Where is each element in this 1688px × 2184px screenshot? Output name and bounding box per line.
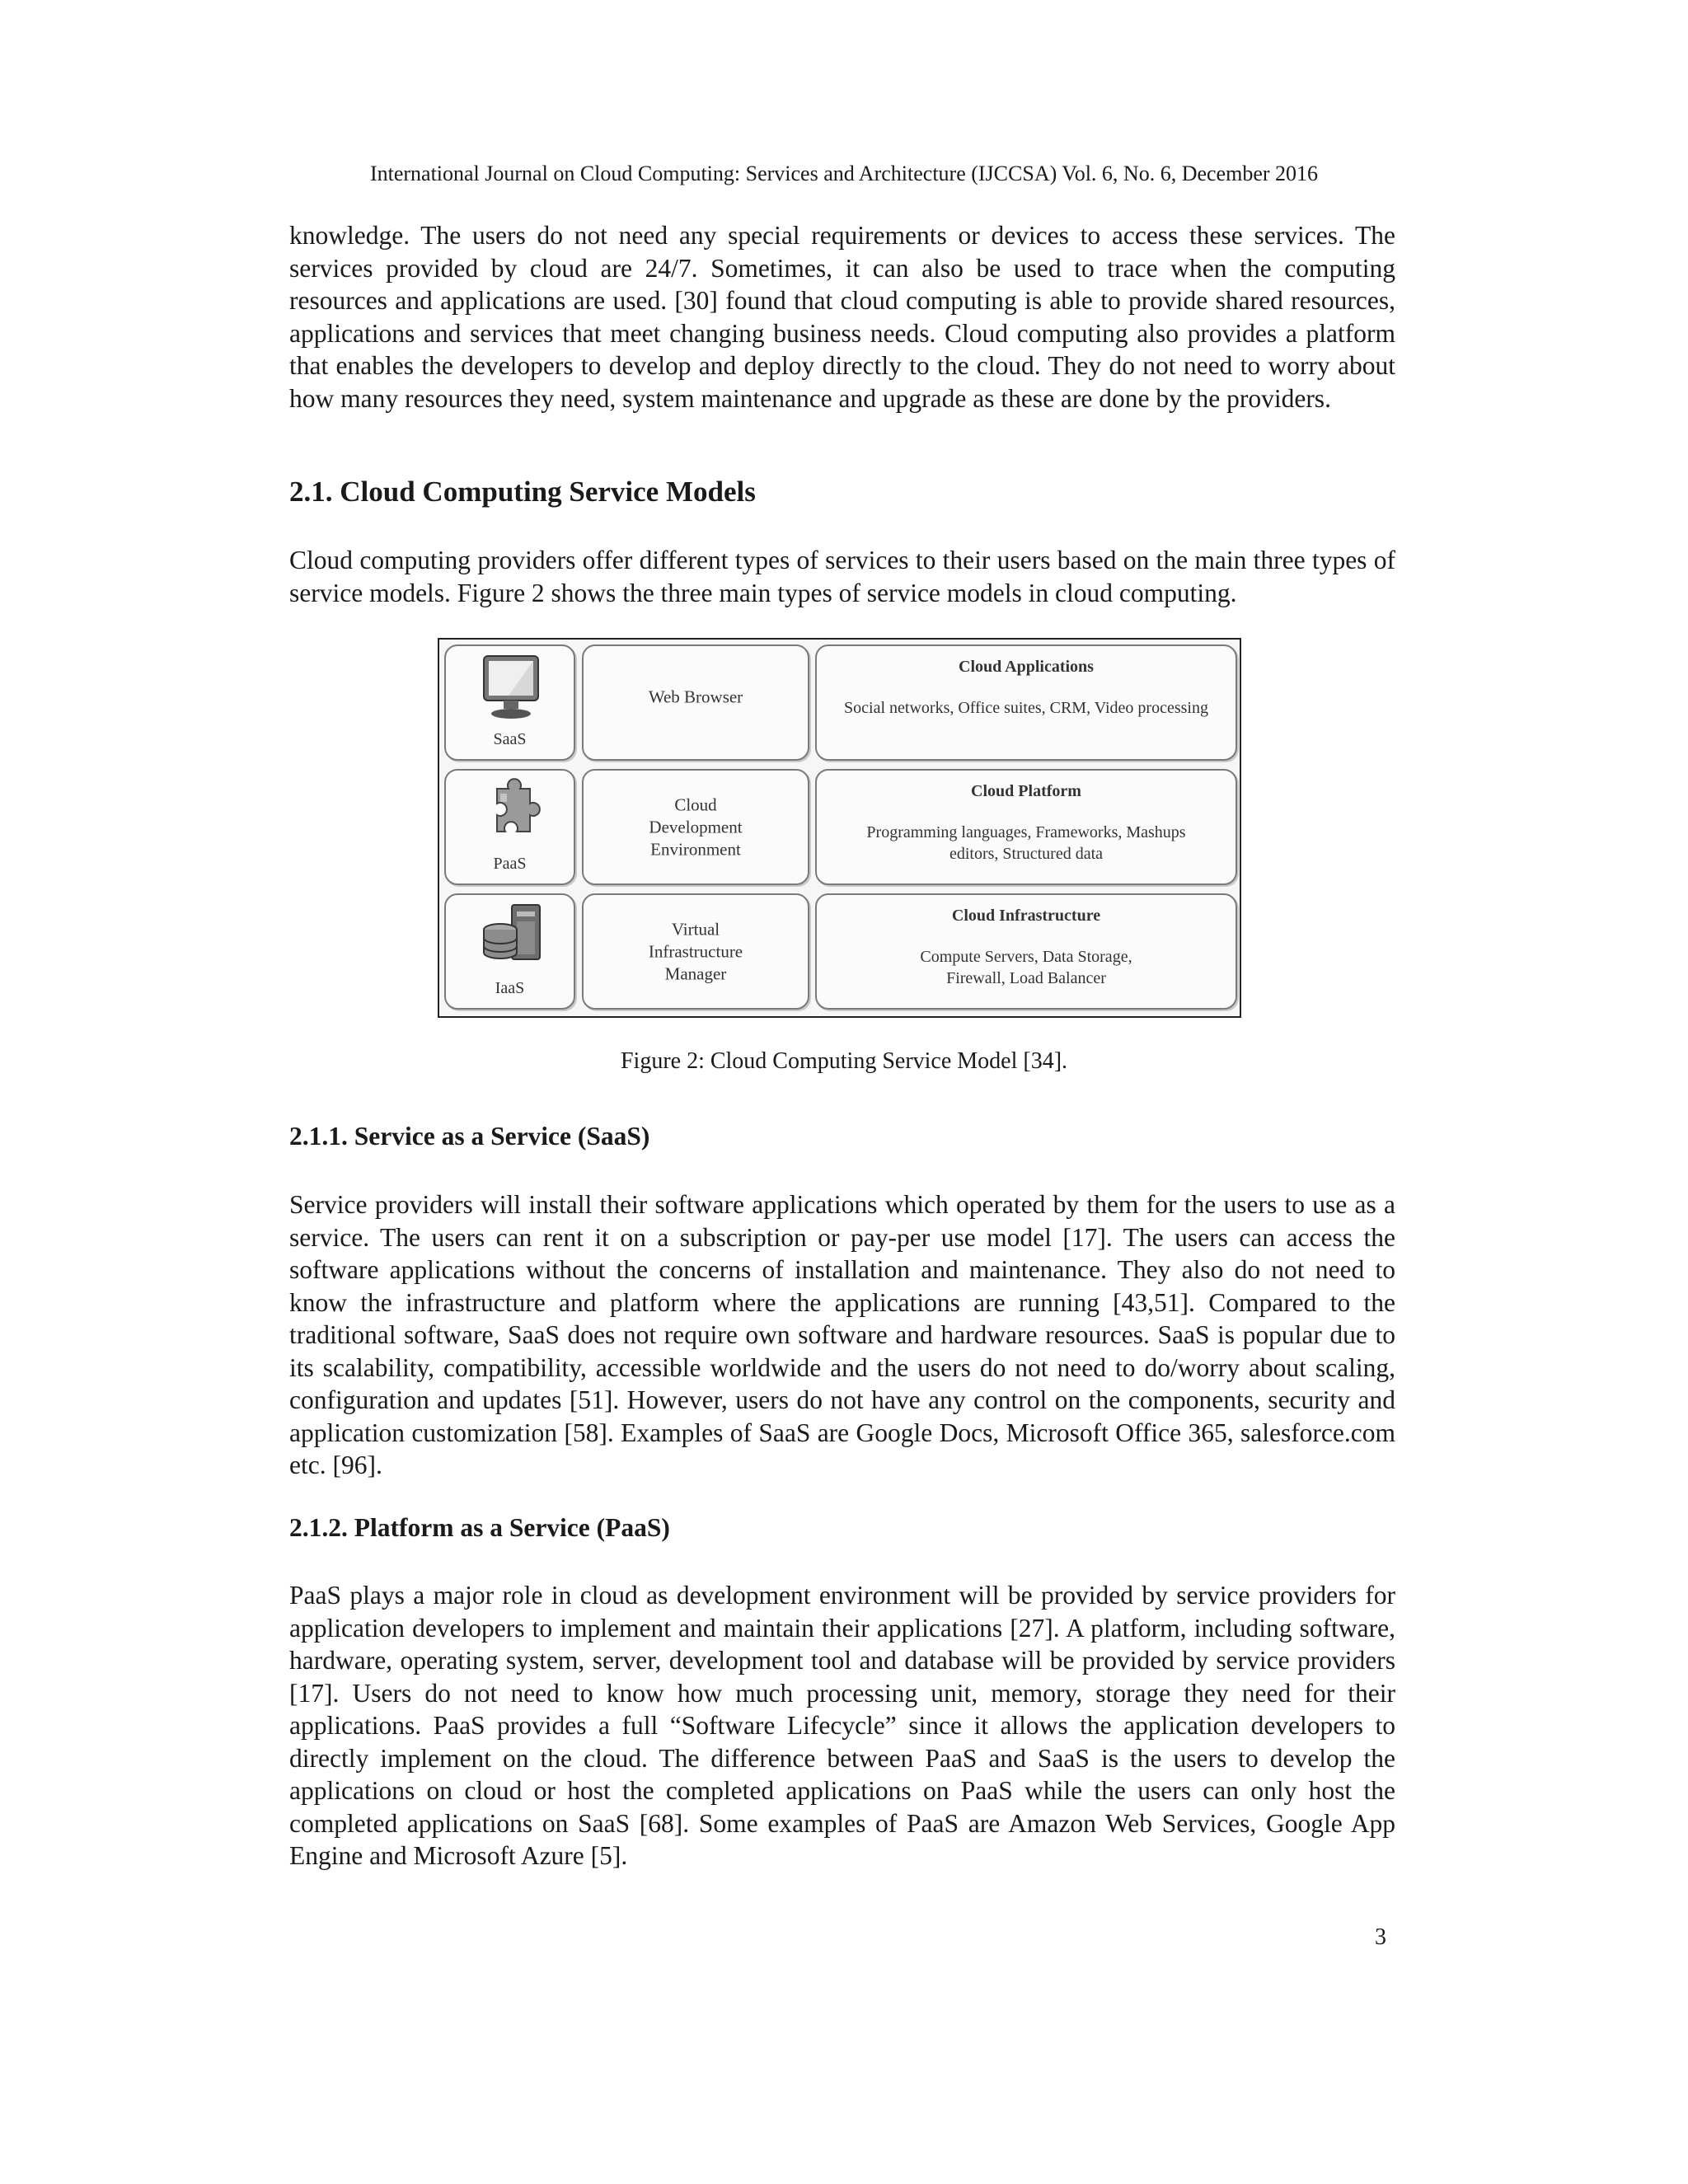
paas-model-cell: [444, 769, 575, 885]
cloud-applications-cell: [815, 644, 1237, 761]
section-2-1-paragraph: Cloud computing providers offer different types of services to their users based on the main three types of service models. Figure 2 shows the three main types of service models in cloud computing.: [289, 546, 1395, 607]
service-model-figure: [438, 638, 1241, 1018]
cloud-development-environment-cell: [582, 769, 809, 885]
cloud-infrastructure-title: Cloud Infrastructure: [951, 907, 1101, 925]
paas-label: PaaS: [493, 855, 527, 873]
puzzle-icon: [476, 776, 550, 848]
cloud-applications-desc: Social networks, Office suites, CRM, Video processing: [844, 699, 1208, 717]
running-head: International Journal on Cloud Computing: Services and Architecture (IJCCSA) Vol. 6, No. 6, December 2016: [369, 162, 1319, 185]
section-2-1-heading: 2.1. Cloud Computing Service Models: [289, 476, 756, 508]
monitor-icon: [476, 651, 550, 724]
cloud-applications-title: Cloud Applications: [959, 658, 1094, 676]
web-browser-label: Web Browser: [648, 687, 743, 707]
virtual-infrastructure-manager-cell: [582, 893, 809, 1010]
intro-paragraph: knowledge. The users do not need any special requirements or devices to access these services. The services provided by cloud are 24/7. Sometimes, it can also be used to trace when the computing resources and applications are used. [30] found that cloud computing is able to provide shared resources, applications and services that meet changing business needs. Cloud computing also provides a platform that enables the developers to develop and deploy directly to the cloud. They do not need to worry about how many resources they need, system maintenance and upgrade as these are done by the providers.: [289, 221, 1395, 413]
figure-caption: Figure 2: Cloud Computing Service Model [34].: [620, 1048, 1068, 1074]
section-2-1-1-heading: 2.1.1. Service as a Service (SaaS): [289, 1122, 650, 1151]
virtual-infrastructure-manager-label: Virtual Infrastructure Manager: [648, 919, 743, 983]
cloud-infrastructure-cell: [815, 893, 1237, 1010]
section-2-1-1-paragraph: Service providers will install their software applications which operated by them for the users to use as a service. The users can rent it on a subscription or pay-per use model [17]. The users can access the software applications without the concerns of installation and maintenance. They also do not need to know the infrastructure and platform where the applications are running [43,51]. Compared to the traditional software, SaaS does not require own software and hardware resources. SaaS is popular due to its scalability, compatibility, accessible worldwide and the users do not need to do/worry about scaling, configuration and updates [51]. However, users do not have any control on the components, security and application customization [58]. Examples of SaaS are Google Docs, Microsoft Office 365, salesforce.com etc. [96].: [289, 1190, 1395, 1479]
cloud-platform-cell: [815, 769, 1237, 885]
iaas-model-cell: [444, 893, 575, 1010]
saas-label: SaaS: [493, 730, 527, 748]
iaas-label: IaaS: [495, 979, 525, 997]
cloud-platform-title: Cloud Platform: [971, 782, 1081, 800]
section-2-1-2-paragraph: PaaS plays a major role in cloud as development environment will be provided by service providers for application developers to implement and maintain their applications [27]. A platform, including software, hardware, operating system, server, development tool and database will be provided by service providers [17]. Users do not need to know how much processing unit, memory, storage they need for their applications. PaaS provides a full “Software Lifecycle” since it allows the application developers to directly implement on the cloud. The difference between PaaS and SaaS is the users to develop the applications on cloud or host the completed applications on PaaS while the users can only host the completed applications on SaaS [68]. Some examples of PaaS are Amazon Web Services, Google App Engine and Microsoft Azure [5].: [289, 1581, 1395, 1870]
server-icon: [476, 900, 550, 972]
cloud-infrastructure-desc: Compute Servers, Data Storage, Firewall, Load Balancer: [920, 948, 1132, 987]
web-browser-cell: [582, 644, 809, 761]
section-2-1-2-heading: 2.1.2. Platform as a Service (PaaS): [289, 1513, 670, 1542]
cloud-platform-desc: Programming languages, Frameworks, Mashups editors, Structured data: [866, 823, 1186, 863]
cloud-development-environment-label: Cloud Development Environment: [649, 794, 743, 859]
saas-model-cell: [444, 644, 575, 761]
page-number: 3: [1375, 1924, 1386, 1950]
